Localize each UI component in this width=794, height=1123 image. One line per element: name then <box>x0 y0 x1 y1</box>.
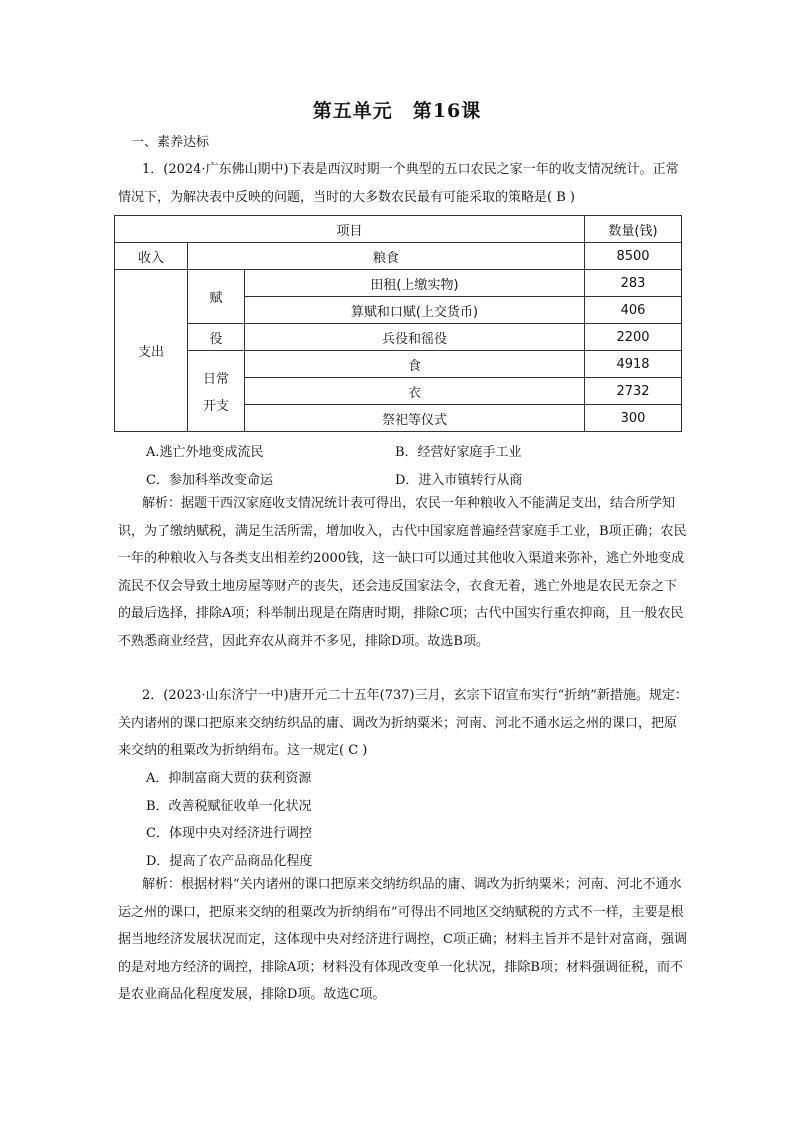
table-row-item: 衣 <box>245 378 585 405</box>
table-row-quantity: 4918 <box>585 351 682 378</box>
table-row-quantity: 2732 <box>585 378 682 405</box>
table-header-quantity: 数量(钱) <box>585 216 682 243</box>
q1-option-d: D．进入市镇转行从商 <box>395 473 523 488</box>
income-quantity: 8500 <box>585 243 682 270</box>
fu-label: 赋 <box>188 270 245 324</box>
expense-label: 支出 <box>115 270 188 432</box>
table-row-quantity: 300 <box>585 405 682 432</box>
table-row-item: 食 <box>245 351 585 378</box>
table-header-item: 项目 <box>115 216 585 243</box>
daily-expense-label <box>188 351 245 432</box>
daily-label-line-2: 开支 <box>202 399 229 414</box>
section-heading: 一、素养达标 <box>131 135 210 150</box>
yi-label: 役 <box>188 324 245 351</box>
question-1-stem: 1．(2024·广东佛山期中)下表是西汉时期一个典型的五口农民之家一年的收支情况统计。正常情况下，为解决表中反映的问题，当时的大多数农民最有可能采取的策略是( B ) <box>118 162 679 205</box>
q2-option-b: B．改善税赋征收单一化状况 <box>146 799 312 814</box>
q2-option-c: C．体现中央对经济进行调控 <box>146 826 312 841</box>
table-row-item: 算赋和口赋(上交货币) <box>245 297 585 324</box>
table-row-item: 祭祀等仪式 <box>245 405 585 432</box>
table-row-item: 兵役和徭役 <box>245 324 585 351</box>
q2-option-a: A．抑制富商大贾的获利资源 <box>146 771 312 786</box>
income-expense-table <box>114 215 682 432</box>
table-row-item: 田租(上缴实物) <box>245 270 585 297</box>
question-2-stem: 2．(2023·山东济宁一中)唐开元二十五年(737)三月，玄宗下诏宣布实行“折纳”新措施。规定：关内诸州的课口把原来交纳纺织品的庸、调改为折纳粟米；河南、河北不通水运之州的课口，把原来交纳的租粟改为折纳绢布。这一规定( C ) <box>118 688 688 759</box>
table-row-quantity: 2200 <box>585 324 682 351</box>
q1-option-c: C．参加科举改变命运 <box>146 473 273 488</box>
q2-analysis: 解析：根据材料“关内诸州的课口把原来交纳纺织品的庸、调改为折纳粟米；河南、河北不通水运之州的课口，把原来交纳的租粟改为折纳绢布”可得出不同地区交纳赋税的方式不一样，主要是根据当地经济发展状况而定，这体现中央对经济进行调控，C项正确；材料主旨并不是针对富商，强调的是对地方经济的调控，排除A项；材料没有体现改变单一化状况，排除B项；材料强调征税，而不是农业商品化程度发展，排除D项。故选C项。 <box>118 877 687 1003</box>
table-row-quantity: 283 <box>585 270 682 297</box>
income-item: 粮食 <box>188 243 585 270</box>
q1-option-b: B．经营好家庭手工业 <box>395 445 522 460</box>
q1-analysis: 解析：据题干西汉家庭收支情况统计表可得出，农民一年种粮收入不能满足支出，结合所学知识，为了缴纳赋税，满足生活所需，增加收入，古代中国家庭普遍经营家庭手工业，B项正确；农民一年的种粮收入与各类支出相差约2000钱，这一缺口可以通过其他收入渠道来弥补，逃亡外地变成流民不仅会导致土地房屋等财产的丧失，还会违反国家法令，衣食无着，逃亡外地是农民无奈之下的最后选择，排除A项；科举制出现是在隋唐时期，排除C项；古代中国实行重农抑商，且一般农民不熟悉商业经营，因此弃农从商并不多见，排除D项。故选B项。 <box>118 496 687 649</box>
daily-label-line-1: 日常 <box>202 372 229 387</box>
q1-option-a: A.逃亡外地变成流民 <box>146 445 264 460</box>
table-row-quantity: 406 <box>585 297 682 324</box>
page-title: 第五单元 第16课 <box>312 100 482 122</box>
q2-option-d: D．提高了农产品商品化程度 <box>146 854 313 869</box>
income-label: 收入 <box>115 243 188 270</box>
